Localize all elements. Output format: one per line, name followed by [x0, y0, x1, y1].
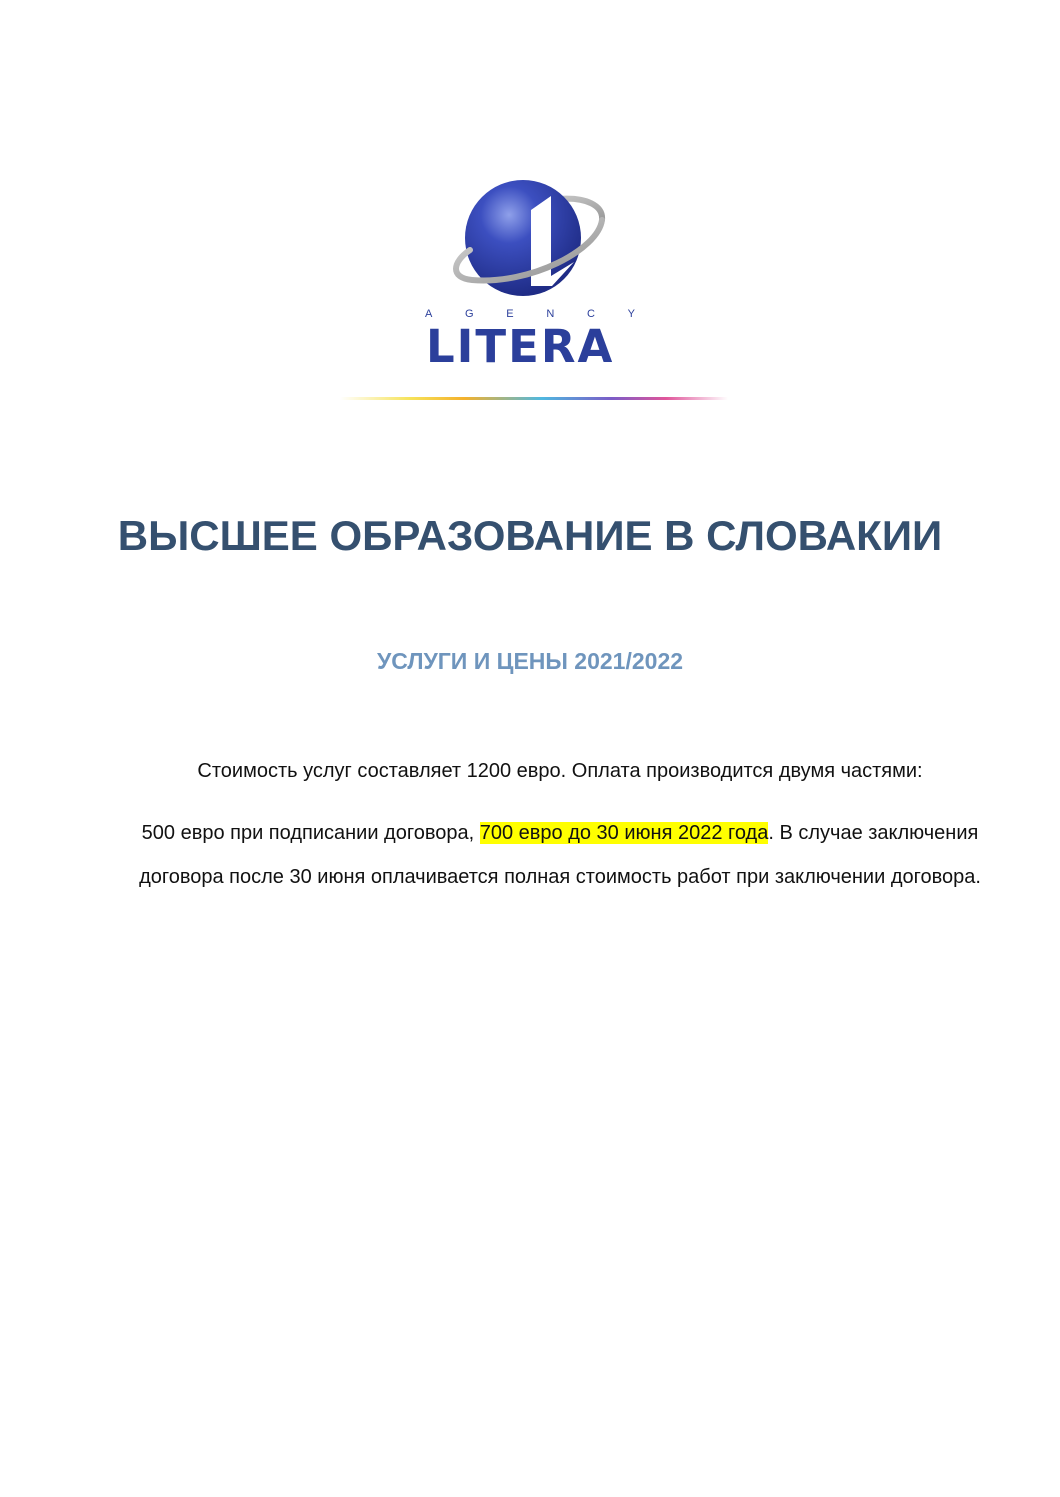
- page-title: ВЫСШЕЕ ОБРАЗОВАНИЕ В СЛОВАКИИ: [117, 512, 943, 559]
- page-subtitle: УСЛУГИ И ЦЕНЫ 2021/2022: [376, 648, 684, 674]
- globe-logo-icon: [330, 170, 730, 410]
- payment-terms-text: 500 евро при подписании договора,: [141, 822, 480, 844]
- logo-divider-line: [340, 397, 728, 400]
- litera-logo: [330, 170, 730, 410]
- price-paragraph: Стоимость услуг составляет 1200 евро. Оплата производится двумя частями:: [197, 760, 923, 782]
- logo-brand-name: LITERA: [426, 320, 615, 373]
- logo-agency-tagline: A G E N C Y: [425, 308, 635, 320]
- payment-terms-paragraph: [120, 811, 1000, 899]
- highlighted-deadline: 700 евро до 30 июня 2022 года: [479, 822, 769, 844]
- payment-terms-continuation: . В случае заключения договора после 30 июня оплачивается полная стоимость работ при заключении договора.: [139, 822, 981, 888]
